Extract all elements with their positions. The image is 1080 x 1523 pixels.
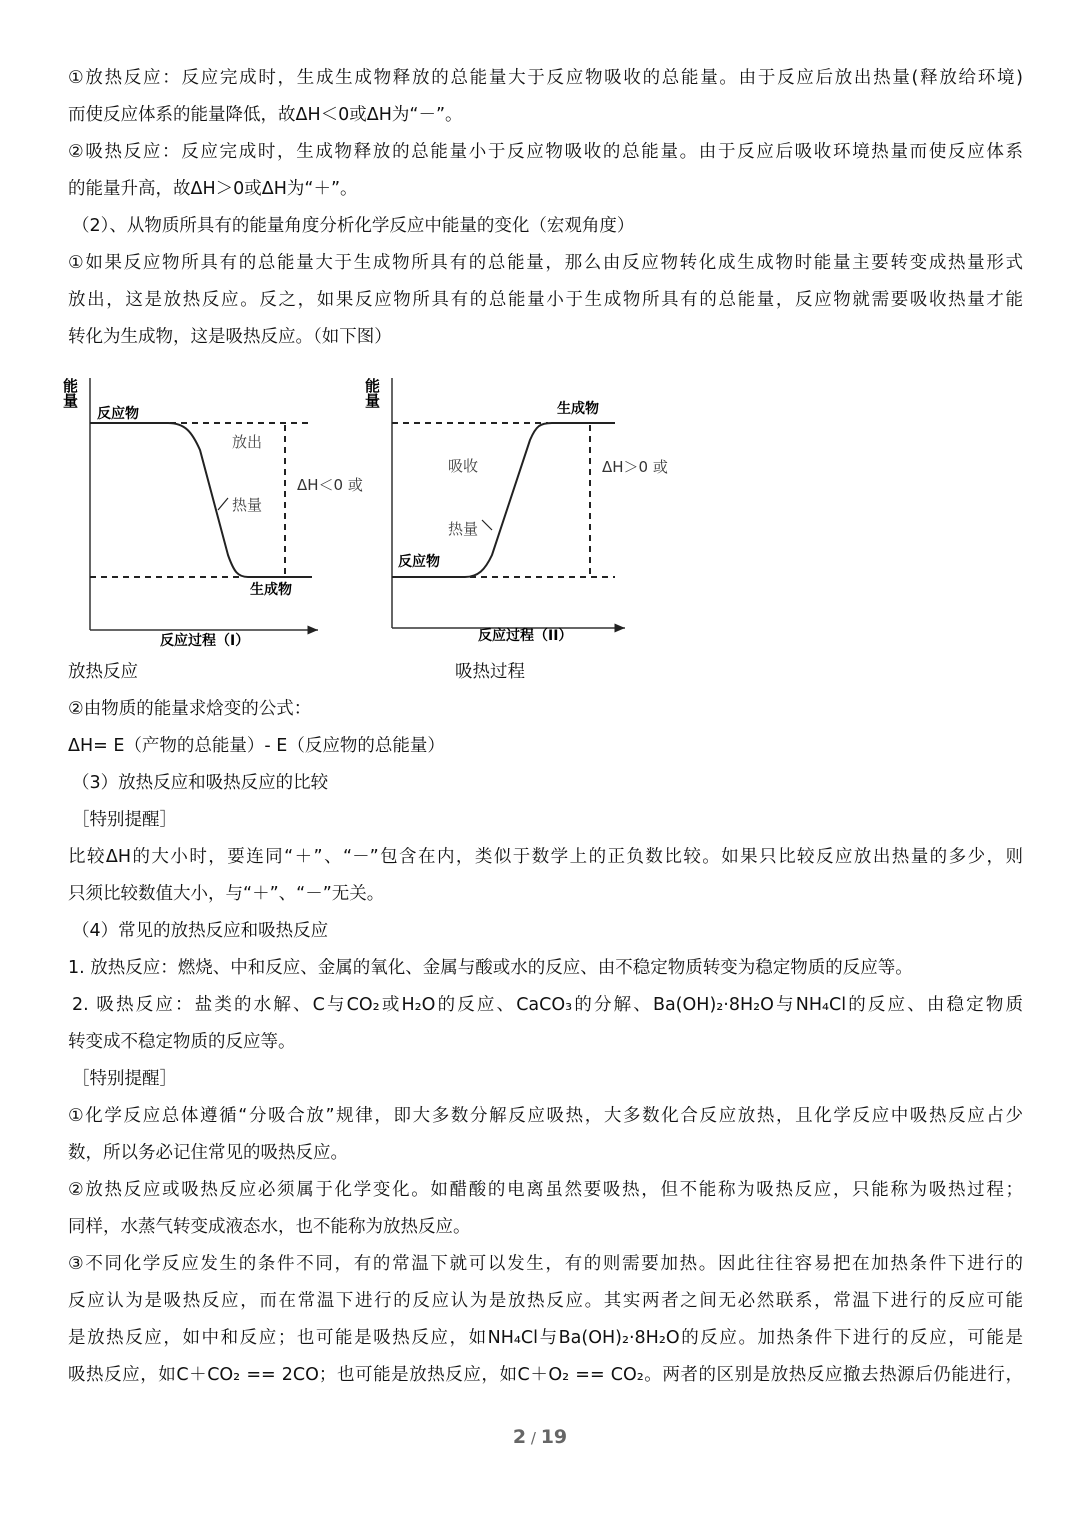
text-line: ②吸热反应：反应完成时，生成物释放的总能量小于反应物吸收的总能量。由于反应后吸收环境热量而使反应体系: [68, 142, 1023, 162]
text-line: 只须比较数值大小，与“＋”、“－”无关。: [68, 884, 385, 904]
exothermic-diagram: [61, 377, 363, 649]
text-line: ①如果反应物所具有的总能量大于生成物所具有的总能量，那么由反应物转化成生成物时能量主要转变成热量形式: [68, 253, 1023, 273]
endothermic-diagram: [363, 377, 668, 644]
reactant-label: 反应物: [398, 554, 440, 570]
page-indicator: [0, 1426, 1080, 1448]
text-line: ③不同化学反应发生的条件不同，有的常温下就可以发生，有的则需要加热。因此往往容易把在加热条件下进行的: [68, 1254, 1023, 1274]
text-line: 同样，水蒸气转变成液态水，也不能称为放热反应。: [68, 1217, 471, 1237]
text-line: 是放热反应，如中和反应；也可能是吸热反应，如NH₄Cl与Ba(OH)₂·8H₂O的反应。加热条件下进行的反应，可能是: [68, 1328, 1023, 1348]
text-line: 比较ΔH的大小时，要连同“＋”、“－”包含在内，类似于数学上的正负数比较。如果只比较反应放出热量的多少，则: [68, 847, 1023, 867]
note-heading: ［特别提醒］: [72, 810, 177, 830]
text-line: 数，所以务必记住常见的吸热反应。: [68, 1143, 348, 1163]
absorb-label: 吸收: [448, 457, 479, 475]
y-axis-label: 能量: [61, 378, 79, 408]
energy-diagram: [0, 0, 1080, 660]
current-page: 2: [512, 1426, 527, 1448]
heat-label: 热量: [232, 496, 263, 514]
figure-caption: 吸热过程: [455, 662, 525, 682]
delta-h-label: ΔH＜0 或: [297, 476, 363, 494]
text-line: 转变成不稳定物质的反应等。: [68, 1032, 296, 1052]
text-line: 转化为生成物，这是吸热反应。（如下图）: [68, 327, 392, 347]
release-label: 放出: [232, 433, 263, 451]
x-axis-label: 反应过程（I）: [160, 633, 250, 649]
total-pages: 19: [540, 1426, 568, 1448]
reactant-label: 反应物: [97, 406, 139, 422]
text-line: 的能量升高，故ΔH＞0或ΔH为“＋”。: [68, 179, 358, 199]
x-axis-label: 反应过程（II）: [478, 628, 573, 644]
section-heading: （4）常见的放热反应和吸热反应: [72, 921, 329, 941]
list-item: 1. 放热反应：燃烧、中和反应、金属的氧化、金属与酸或水的反应、由不稳定物质转变为稳定物质的反应等。: [68, 958, 913, 978]
formula-line: ΔH= E（产物的总能量）- E（反应物的总能量）: [68, 736, 445, 756]
text-line: 放出，这是放热反应。反之，如果反应物所具有的总能量小于生成物所具有的总能量，反应物就需要吸收热量才能: [68, 290, 1023, 310]
product-label: 生成物: [557, 401, 599, 417]
text-line: 而使反应体系的能量降低，故ΔH＜0或ΔH为“－”。: [68, 105, 463, 125]
section-heading: （3）放热反应和吸热反应的比较: [72, 773, 329, 793]
text-line: ①放热反应：反应完成时，生成生成物释放的总能量大于反应物吸收的总能量。由于反应后放出热量(释放给环境): [68, 68, 1023, 88]
delta-h-label: ΔH＞0 或: [602, 458, 668, 476]
list-item: 2. 吸热反应：盐类的水解、C与CO₂或H₂O的反应、CaCO₃的分解、Ba(OH)₂·8H₂O与NH₄Cl的反应、由稳定物质: [72, 995, 1023, 1015]
section-heading: （2）、从物质所具有的能量角度分析化学反应中能量的变化（宏观角度）: [72, 216, 635, 236]
text-line: ②放热反应或吸热反应必须属于化学变化。如醋酸的电离虽然要吸热，但不能称为吸热反应，只能称为吸热过程；: [68, 1180, 1023, 1200]
text-line: ②由物质的能量求焓变的公式：: [68, 699, 312, 719]
text-line: ①化学反应总体遵循“分吸合放”规律，即大多数分解反应吸热，大多数化合反应放热，且化学反应中吸热反应占少: [68, 1106, 1023, 1126]
figure-caption: 放热反应: [68, 662, 138, 682]
page-separator: /: [526, 1429, 541, 1447]
note-heading: ［特别提醒］: [72, 1069, 177, 1089]
energy-curve: [90, 423, 312, 577]
heat-label: 热量: [448, 520, 479, 538]
y-axis-label: 能量: [363, 378, 381, 408]
text-line: 反应认为是吸热反应，而在常温下进行的反应认为是放热反应。其实两者之间无必然联系，常温下进行的反应可能: [68, 1291, 1023, 1311]
product-label: 生成物: [250, 582, 292, 598]
text-line: 吸热反应，如C＋CO₂ == 2CO；也可能是放热反应，如C＋O₂ == CO₂。两者的区别是放热反应撤去热源后仍能进行，: [68, 1365, 1023, 1385]
